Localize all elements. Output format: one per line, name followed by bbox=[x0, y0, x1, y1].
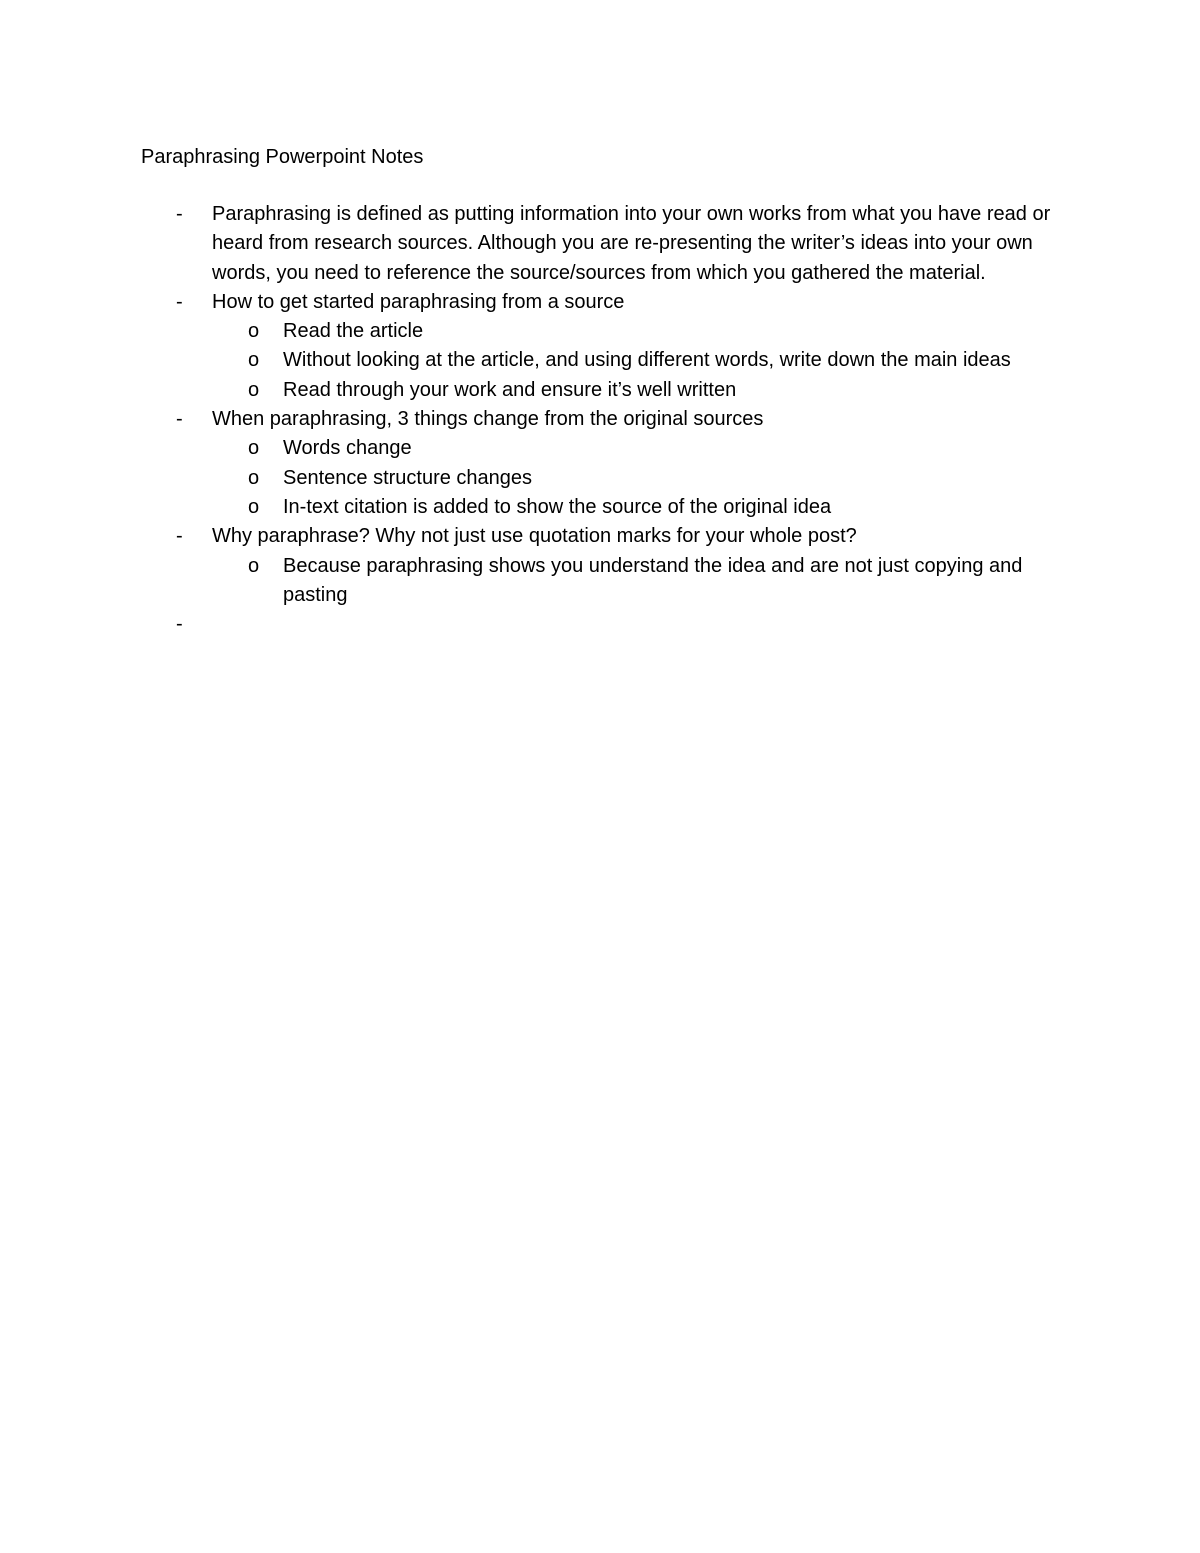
bullet-circle: o bbox=[248, 495, 260, 518]
sub-list-item bbox=[0, 346, 1200, 375]
list-item bbox=[0, 288, 1200, 317]
sub-list-item-text: Without looking at the article, and using different words, write down the main ideas bbox=[283, 349, 1011, 372]
list-item bbox=[0, 405, 1200, 434]
bullet-dash: - bbox=[176, 203, 183, 225]
bullet-circle: o bbox=[248, 554, 260, 577]
sub-list-item bbox=[0, 434, 1200, 463]
list-item-text: Why paraphrase? Why not just use quotation marks for your whole post? bbox=[212, 525, 857, 548]
bullet-circle: o bbox=[248, 320, 260, 343]
bullet-circle: o bbox=[248, 349, 260, 372]
sub-list-item-text: Read through your work and ensure it’s well written bbox=[283, 378, 737, 401]
sub-list-item bbox=[0, 317, 1200, 346]
bullet-dash: - bbox=[176, 525, 183, 548]
bullet-dash: - bbox=[176, 613, 183, 636]
list-item bbox=[0, 610, 1200, 639]
list-item-text bbox=[212, 610, 1062, 639]
sub-list-item-text: Read the article bbox=[283, 320, 424, 343]
bullet-circle: o bbox=[248, 437, 260, 460]
sub-list-item bbox=[0, 376, 1200, 405]
bullet-circle: o bbox=[248, 466, 260, 489]
bullet-circle: o bbox=[248, 378, 260, 401]
list-item bbox=[0, 522, 1200, 551]
sub-list-item bbox=[0, 464, 1200, 493]
bullet-dash: - bbox=[176, 290, 183, 313]
list-item bbox=[0, 200, 1200, 288]
sub-list-item-text: Sentence structure changes bbox=[283, 466, 533, 489]
document-title: Paraphrasing Powerpoint Notes bbox=[141, 146, 424, 168]
sub-list-item bbox=[0, 493, 1200, 522]
notes-list bbox=[0, 200, 1200, 639]
sub-list-item bbox=[0, 552, 1200, 611]
sub-list-item-text: In-text citation is added to show the source of the original idea bbox=[283, 495, 832, 518]
sub-list-item-text: Words change bbox=[283, 437, 412, 460]
sub-list-item-text: Because paraphrasing shows you understand the idea and are not just copying and pasting bbox=[283, 554, 1023, 606]
list-item-text: How to get started paraphrasing from a source bbox=[212, 290, 625, 313]
list-item-text: Paraphrasing is defined as putting information into your own works from what you have read or heard from research sources. Although you are re-presenting the writer’s ideas into your own words, you need to reference the source/sources from which you gathered the material. bbox=[212, 203, 1051, 284]
bullet-dash: - bbox=[176, 408, 183, 431]
list-item-text: When paraphrasing, 3 things change from the original sources bbox=[212, 408, 764, 431]
